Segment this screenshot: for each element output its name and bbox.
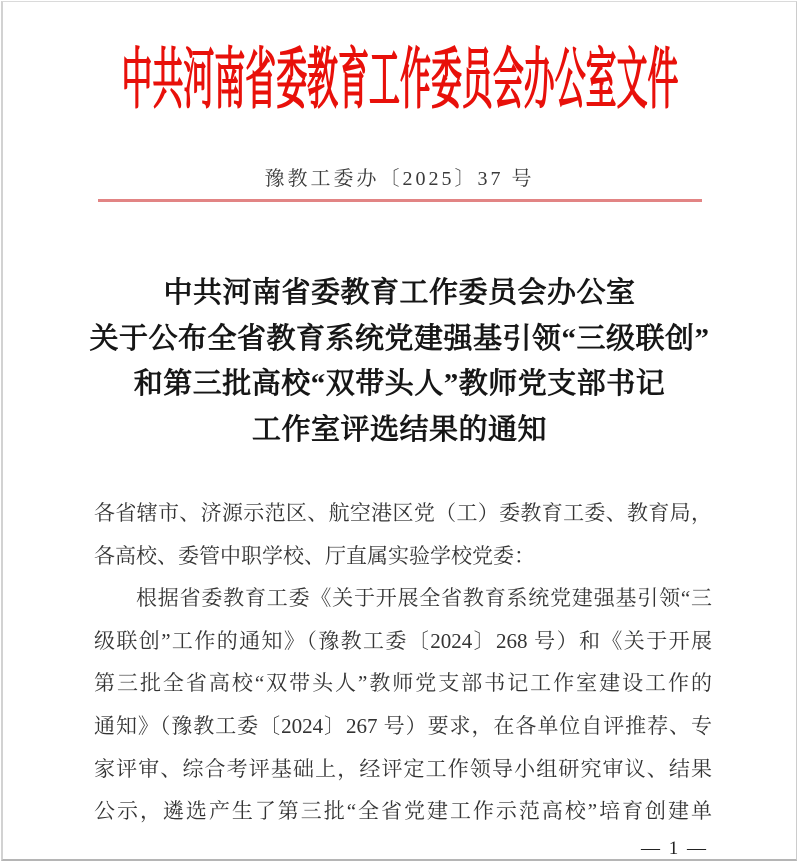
body-text: [94, 492, 712, 833]
title-line-1: 中共河南省委教育工作委员会办公室: [163, 277, 636, 309]
red-separator-rule: [98, 199, 702, 202]
title-line-4: 工作室评选结果的通知: [251, 413, 547, 446]
body-line-paragraph-5: 家评审、综合考评基础上，经评定工作领导小组研究审议、结果: [94, 756, 712, 781]
body-line-paragraph-3: 第三批全省高校“双带头人”教师党支部书记工作室建设工作的: [94, 671, 712, 696]
title-line-3: 和第三批高校“双带头人”教师党支部书记: [133, 368, 666, 400]
letterhead-wrap: [3, 26, 796, 118]
body-line-salutation-1: 各省辖市、济源示范区、航空港区党（工）委教育工委、教育局，: [94, 501, 712, 525]
body-line-paragraph-2: 级联创”工作的通知》（豫教工委〔2024〕268 号）和《关于开展: [94, 628, 712, 653]
page-number: — 1 —: [641, 838, 708, 859]
letterhead-org-title: 中共河南省委教育工作委员会办公室文件: [121, 45, 678, 118]
document-title: [3, 271, 796, 453]
body-line-paragraph-1: 根据省委教育工委《关于开展全省教育系统党建强基引领“三: [136, 586, 712, 611]
document-page: [1, 1, 797, 861]
title-line-2: 关于公布全省教育系统党建强基引领“三级联创”: [89, 322, 710, 355]
body-line-paragraph-4: 通知》（豫教工委〔2024〕267 号）要求，在各单位自评推荐、专: [94, 713, 712, 738]
doc-number: 豫教工委办〔2025〕37 号: [264, 168, 535, 190]
body-line-paragraph-6: 公示，遴选产生了第三批“全省党建工作示范高校”培育创建单: [94, 799, 712, 824]
body-line-salutation-2: 各高校、委管中职学校、厅直属实验学校党委：: [94, 543, 535, 568]
